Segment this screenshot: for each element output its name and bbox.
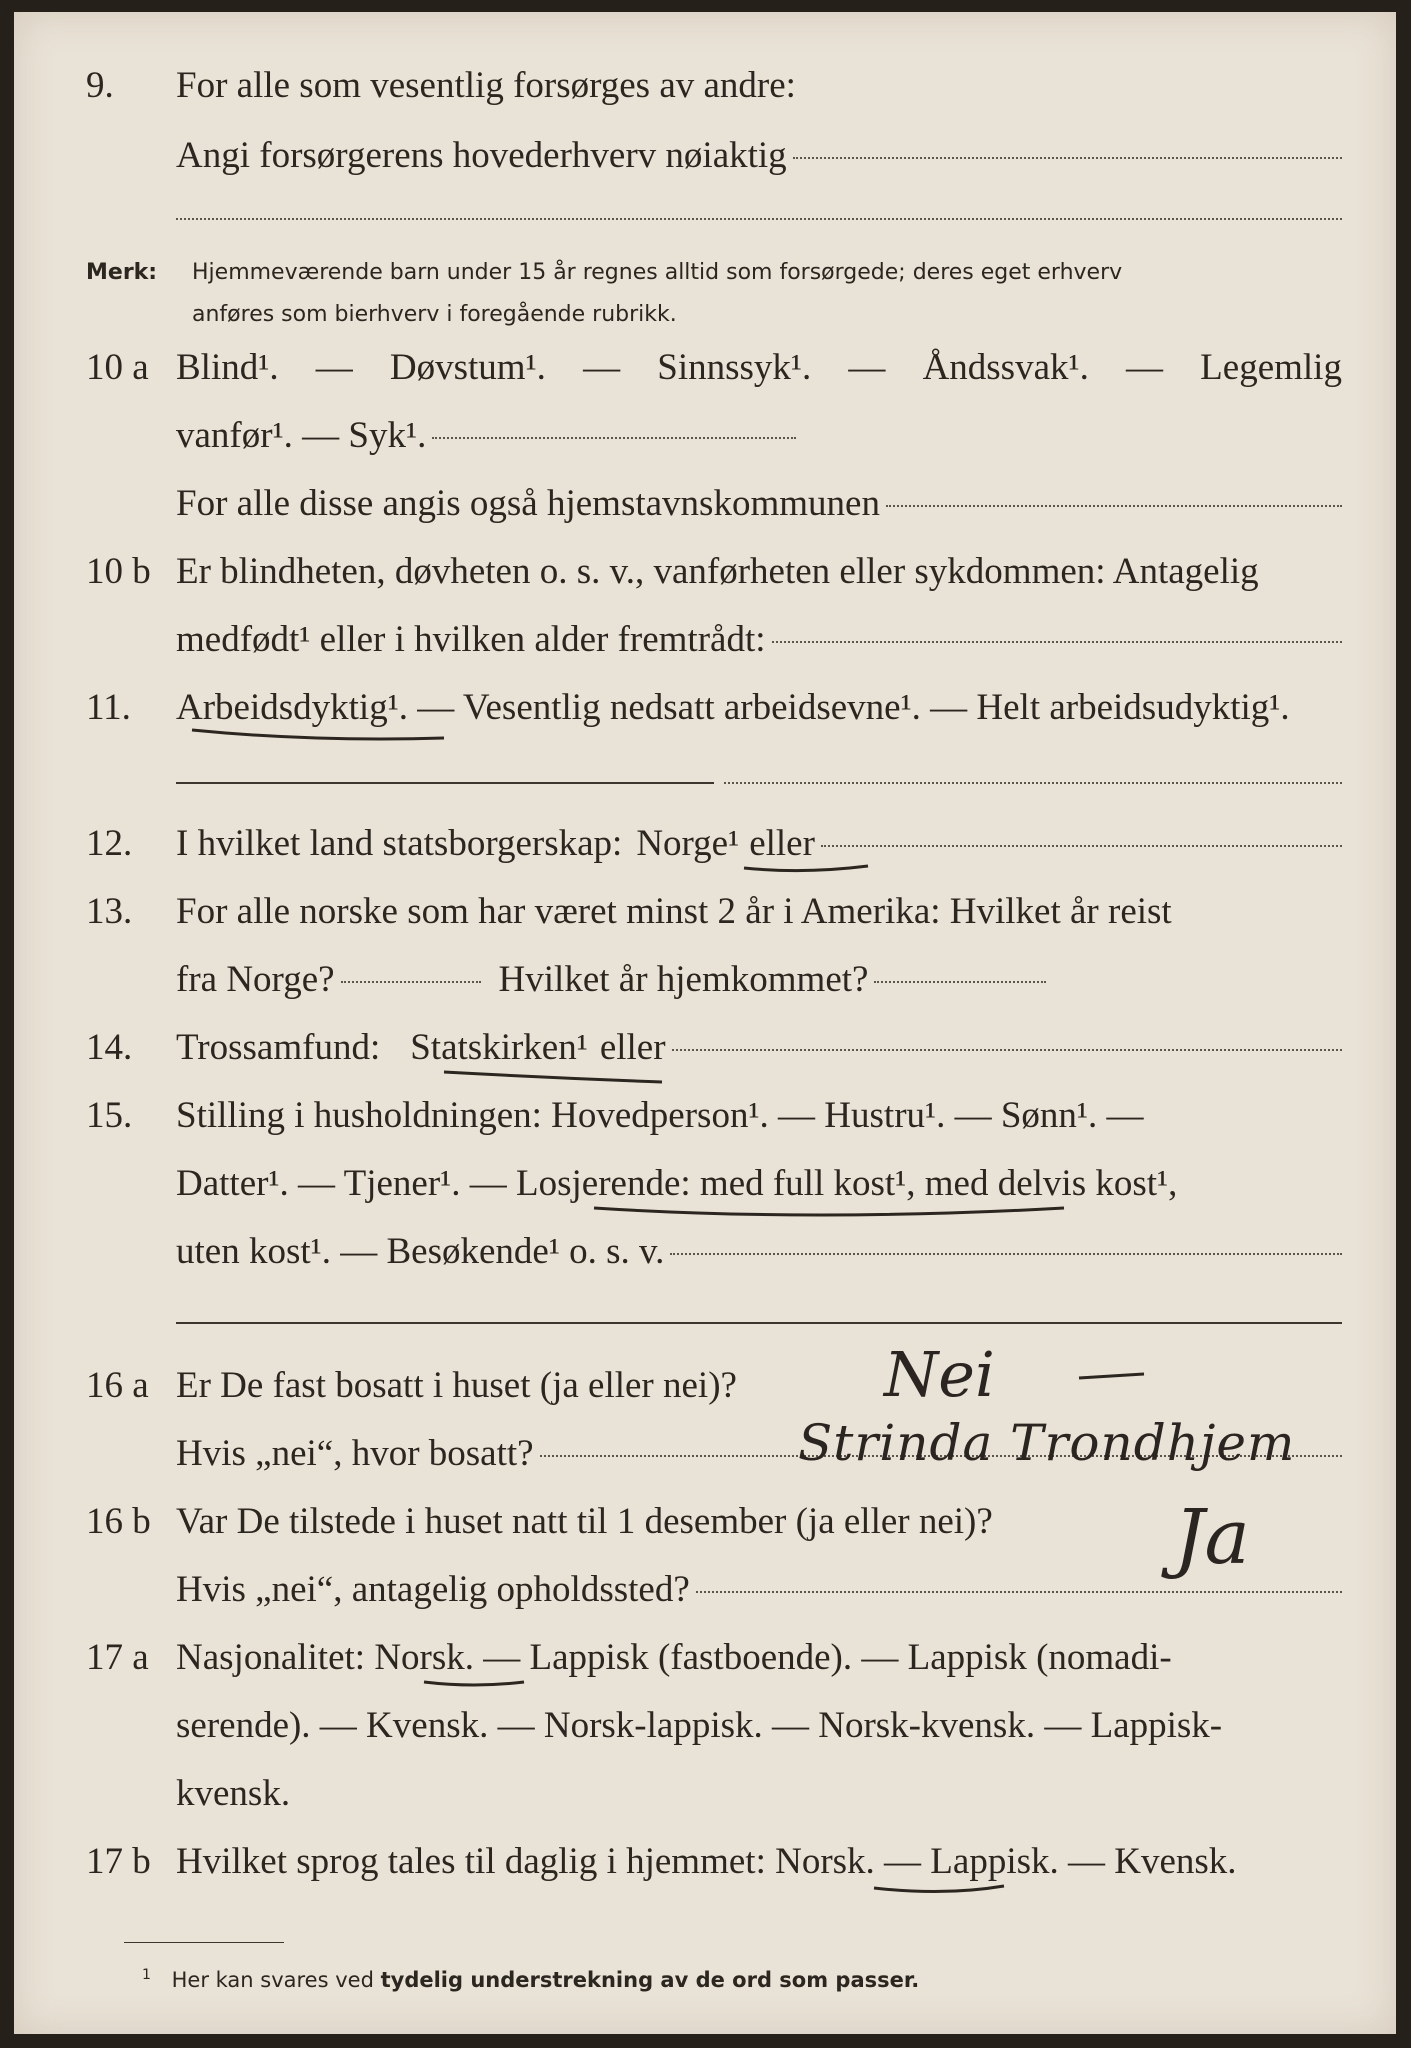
question-text: Er De fast bosatt i huset (ja eller nei)? bbox=[176, 1365, 737, 1406]
question-text: Er blindheten, døvheten o. s. v., vanførheten eller sykdommen: Antagelig bbox=[176, 551, 1259, 592]
census-form-page bbox=[14, 12, 1396, 2034]
question-text: serende). — Kvensk. — Norsk-lappisk. — Norsk-kvensk. — Lappisk- bbox=[176, 1705, 1223, 1746]
underline-norsk-17a bbox=[424, 1682, 524, 1685]
question-number: 16 a bbox=[86, 1365, 149, 1406]
question-text: Datter¹. — Tjener¹. — Losjerende: med full kost¹, med delvis kost¹, bbox=[176, 1163, 1178, 1204]
question-text: Hvilket år hjemkommet? bbox=[498, 959, 869, 1000]
question-number: 11. bbox=[86, 687, 131, 728]
question-text: I hvilket land statsborgerskap: bbox=[176, 823, 623, 864]
question-text: Angi forsørgerens hovederhverv nøiaktig bbox=[176, 135, 787, 176]
question-text: Hvis „nei“, hvor bosatt? bbox=[176, 1433, 534, 1474]
option-norge: Norge¹ bbox=[636, 823, 740, 864]
question-text: Nasjonalitet: Norsk. — Lappisk (fastboende). — Lappisk (nomadi- bbox=[176, 1637, 1172, 1678]
question-text: medfødt¹ eller i hvilken alder fremtrådt: bbox=[176, 619, 766, 660]
question-text: uten kost¹. — Besøkende¹ o. s. v. bbox=[176, 1231, 665, 1272]
question-text: Trossamfund: bbox=[176, 1027, 381, 1068]
option-andssvak: Åndssvak¹. bbox=[922, 347, 1089, 388]
note-text-line-2: anføres som bierhverv i foregående rubrikk. bbox=[192, 302, 677, 327]
question-text: Hvis „nei“, antagelig opholdssted? bbox=[176, 1569, 690, 1610]
question-number: 16 b bbox=[86, 1501, 151, 1542]
option-dovstum: Døvstum¹. bbox=[389, 347, 546, 388]
option-eller: eller bbox=[599, 1027, 666, 1068]
footnote-text: Her kan svares ved bbox=[171, 1968, 374, 1992]
question-number: 10 b bbox=[86, 551, 151, 592]
question-number: 17 a bbox=[86, 1637, 149, 1678]
underline-norge bbox=[744, 866, 868, 871]
footnote-bold-text: tydelig understrekning av de ord som passer. bbox=[380, 1968, 920, 1992]
note-label: Merk: bbox=[86, 260, 158, 285]
question-number: 9. bbox=[86, 65, 114, 106]
question-text: For alle disse angis også hjemstavnskommunen bbox=[176, 483, 880, 524]
dash: — bbox=[848, 347, 886, 388]
question-text: kvensk. bbox=[176, 1773, 291, 1814]
option-sinnssyk: Sinnssyk¹. bbox=[657, 347, 812, 388]
handwritten-answer-16b: Ja bbox=[1174, 1492, 1250, 1581]
handwritten-answer-16a: Nei bbox=[884, 1338, 995, 1411]
option-statskirken: Statskirken¹ bbox=[410, 1027, 588, 1068]
question-text: For alle norske som har været minst 2 år i Amerika: Hvilket år reist bbox=[176, 891, 1172, 932]
option-blind: Blind¹. bbox=[176, 347, 279, 388]
question-number: 12. bbox=[86, 823, 133, 864]
dash: — bbox=[1126, 347, 1164, 388]
question-number: 17 b bbox=[86, 1841, 151, 1882]
question-text: Stilling i husholdningen: Hovedperson¹. — Hustru¹. — Sønn¹. — bbox=[176, 1095, 1144, 1136]
underline-statskirken bbox=[444, 1072, 662, 1082]
footnote-mark: 1 bbox=[142, 1967, 151, 1983]
question-text: Arbeidsdyktig¹. — Vesentlig nedsatt arbeidsevne¹. — Helt arbeidsudyktig¹. bbox=[176, 687, 1290, 728]
option-eller: eller bbox=[749, 823, 815, 864]
handwritten-underlines bbox=[14, 12, 1396, 2034]
question-text: Hvilket sprog tales til daglig i hjemmet: Norsk. — Lappisk. — Kvensk. bbox=[176, 1841, 1237, 1882]
underline-arbeidsdyktig bbox=[192, 730, 444, 739]
question-text: For alle som vesentlig forsørges av andre: bbox=[176, 65, 796, 106]
question-number: 14. bbox=[86, 1027, 133, 1068]
handwritten-place-16a: Strinda Trondhjem bbox=[798, 1414, 1296, 1472]
dash-mark bbox=[1079, 1374, 1144, 1378]
question-text: fra Norge? bbox=[176, 959, 335, 1000]
question-text: Var De tilstede i huset natt til 1 desember (ja eller nei)? bbox=[176, 1501, 993, 1542]
underline-losjerende bbox=[594, 1208, 1064, 1215]
question-number: 10 a bbox=[86, 347, 149, 388]
question-number: 13. bbox=[86, 891, 133, 932]
question-text: vanfør¹. — Syk¹. bbox=[176, 415, 427, 456]
question-number: 15. bbox=[86, 1095, 133, 1136]
underline-norsk-17b bbox=[874, 1886, 1004, 1892]
option-legemlig: Legemlig bbox=[1200, 347, 1342, 388]
note-text-line-1: Hjemmeværende barn under 15 år regnes alltid som forsørgede; deres eget erhverv bbox=[192, 260, 1123, 285]
dash: — bbox=[315, 347, 353, 388]
dash: — bbox=[583, 347, 621, 388]
